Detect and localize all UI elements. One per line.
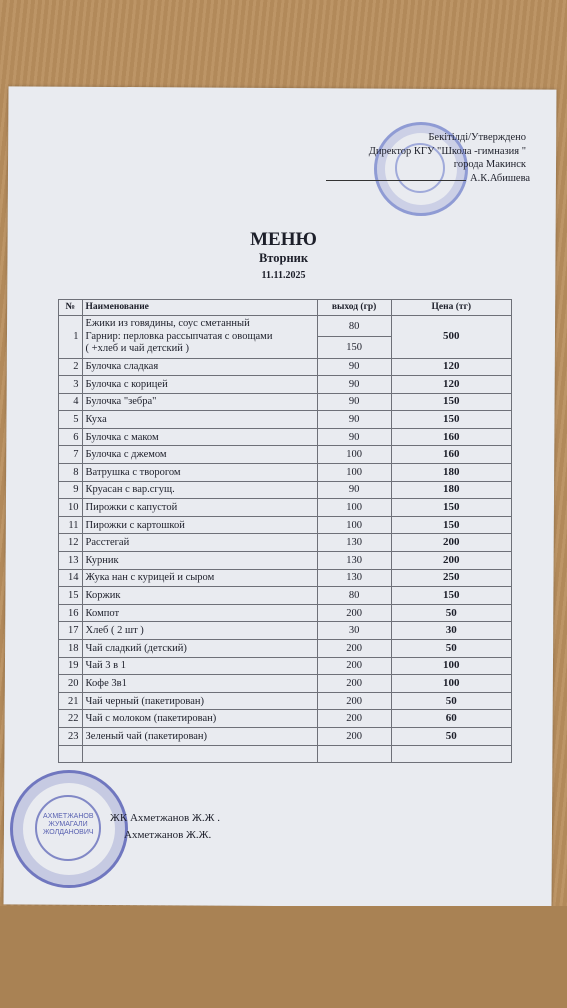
table-row (59, 411, 512, 429)
col-number: № (59, 300, 83, 316)
row-output: 90 (317, 428, 391, 446)
col-name: Наименование (82, 300, 317, 316)
col-price: Цена (тг) (391, 300, 511, 316)
table-row (59, 393, 512, 411)
table-row (59, 358, 512, 376)
row-output: 90 (317, 481, 391, 499)
row-output: 80 (317, 316, 391, 337)
table-row (59, 499, 512, 517)
empty-cell (317, 745, 391, 763)
row-number: 7 (59, 446, 83, 464)
row-number: 14 (59, 569, 83, 587)
row-output: 200 (317, 675, 391, 693)
row-number: 17 (59, 622, 83, 640)
row-name: Хлеб ( 2 шт ) (82, 622, 317, 640)
table-header-row (59, 300, 512, 316)
row-number: 12 (59, 534, 83, 552)
row-name-line: ( +хлеб и чай детский ) (85, 343, 189, 354)
row-output: 130 (317, 552, 391, 570)
row-price: 160 (391, 446, 511, 464)
approval-block (326, 131, 531, 185)
table-surface (0, 906, 567, 1008)
row-price: 100 (391, 657, 511, 675)
approval-line-1: Бекітілді/Утверждено (428, 132, 526, 143)
row-name: Кофе 3в1 (82, 675, 317, 693)
row-name: Ватрушка с творогом (82, 464, 317, 482)
table-row (59, 657, 512, 675)
row-output: 200 (317, 692, 391, 710)
row-name: Курник (82, 552, 317, 570)
row-output: 100 (317, 499, 391, 517)
row-price: 60 (391, 710, 511, 728)
table-row (59, 640, 512, 658)
signature-name-2: Ахметжанов Ж.Ж. (124, 829, 212, 841)
row-output: 130 (317, 534, 391, 552)
row-name: Компот (82, 604, 317, 622)
table-row (59, 622, 512, 640)
row-number: 22 (59, 710, 83, 728)
row-output: 200 (317, 657, 391, 675)
row-price: 50 (391, 604, 511, 622)
row-output: 100 (317, 516, 391, 534)
table-row (59, 569, 512, 587)
table-row-empty (59, 745, 512, 763)
row-output: 30 (317, 622, 391, 640)
row-number: 8 (59, 464, 83, 482)
approval-line-4: А.К.Абишева (470, 172, 531, 184)
row-price: 120 (391, 376, 511, 394)
row-name: Булочка с джемом (82, 446, 317, 464)
row-price: 150 (391, 587, 511, 605)
row-name: Пирожки с картошкой (82, 516, 317, 534)
row-output: 100 (317, 446, 391, 464)
row-number: 6 (59, 428, 83, 446)
signature-name-1: ЖК Ахметжанов Ж.Ж . (110, 812, 220, 824)
row-name (82, 316, 317, 359)
row-price: 180 (391, 481, 511, 499)
row-number: 19 (59, 657, 83, 675)
organization-stamp (10, 770, 128, 888)
row-name: Жука нан с курицей и сыром (82, 569, 317, 587)
row-name: Куха (82, 411, 317, 429)
row-number: 10 (59, 499, 83, 517)
row-name: Зеленый чай (пакетирован) (82, 727, 317, 745)
col-output: выход (гр) (317, 300, 391, 316)
table-row (59, 316, 512, 337)
approval-line-2: Директор КГУ "Школа -гимназия " (368, 145, 526, 157)
table-row (59, 727, 512, 745)
row-output: 150 (317, 337, 391, 358)
row-price: 160 (391, 428, 511, 446)
row-price: 30 (391, 622, 511, 640)
row-output: 90 (317, 393, 391, 411)
table-row (59, 446, 512, 464)
row-number: 13 (59, 552, 83, 570)
table-row (59, 428, 512, 446)
table-row (59, 692, 512, 710)
row-price: 150 (391, 411, 511, 429)
row-name: Круасан с вар.сгущ. (82, 481, 317, 499)
table-row (59, 710, 512, 728)
row-number: 4 (59, 393, 83, 411)
row-price: 500 (391, 316, 511, 359)
row-output: 90 (317, 376, 391, 394)
row-output: 130 (317, 569, 391, 587)
row-name: Булочка с корицей (82, 376, 317, 394)
row-number: 20 (59, 675, 83, 693)
table-row (59, 481, 512, 499)
row-name: Булочка сладкая (82, 358, 317, 376)
row-price: 150 (391, 499, 511, 517)
row-name: Пирожки с капустой (82, 499, 317, 517)
row-name: Булочка с маком (82, 428, 317, 446)
row-output: 200 (317, 640, 391, 658)
table-row (59, 604, 512, 622)
table-row (59, 534, 512, 552)
table-row (59, 376, 512, 394)
menu-table (58, 299, 512, 763)
row-name: Коржик (82, 587, 317, 605)
empty-cell (59, 745, 83, 763)
row-name-line: Ежики из говядины, соус сметанный (85, 318, 250, 329)
menu-date: 11.11.2025 (261, 270, 306, 281)
row-name: Расстегай (82, 534, 317, 552)
row-price: 50 (391, 727, 511, 745)
row-name: Чай с молоком (пакетирован) (82, 710, 317, 728)
row-output: 200 (317, 727, 391, 745)
table-row (59, 516, 512, 534)
row-output: 200 (317, 710, 391, 728)
row-name: Чай черный (пакетирован) (82, 692, 317, 710)
row-name: Булочка "зебра" (82, 393, 317, 411)
table-row (59, 552, 512, 570)
row-price: 50 (391, 692, 511, 710)
row-output: 80 (317, 587, 391, 605)
row-number: 15 (59, 587, 83, 605)
row-number: 5 (59, 411, 83, 429)
stamp-text: АХМЕТЖАНОВ ЖУМАГАЛИ ЖОЛДАНОВИЧ (43, 813, 94, 836)
row-number: 23 (59, 727, 83, 745)
row-name: Чай сладкий (детский) (82, 640, 317, 658)
row-number: 16 (59, 604, 83, 622)
empty-cell (391, 745, 511, 763)
menu-day: Вторник (258, 251, 309, 265)
row-output: 90 (317, 358, 391, 376)
row-number: 2 (59, 358, 83, 376)
menu-title: МЕНЮ (250, 229, 317, 250)
row-price: 50 (391, 640, 511, 658)
row-number: 11 (59, 516, 83, 534)
row-number: 3 (59, 376, 83, 394)
row-price: 250 (391, 569, 511, 587)
row-output: 90 (317, 411, 391, 429)
row-price: 200 (391, 534, 511, 552)
table-row (59, 464, 512, 482)
row-name-line: Гарнир: перловка рассыпчатая с овощами (85, 330, 273, 342)
row-name: Чай 3 в 1 (82, 657, 317, 675)
table-row (59, 587, 512, 605)
row-number: 18 (59, 640, 83, 658)
row-price: 150 (391, 516, 511, 534)
row-price: 100 (391, 675, 511, 693)
row-number: 9 (59, 481, 83, 499)
row-price: 180 (391, 464, 511, 482)
row-number: 21 (59, 692, 83, 710)
row-price: 120 (391, 358, 511, 376)
row-price: 200 (391, 552, 511, 570)
signature-line (326, 180, 466, 181)
table-row (59, 675, 512, 693)
row-output: 200 (317, 604, 391, 622)
row-output: 100 (317, 464, 391, 482)
row-price: 150 (391, 393, 511, 411)
approval-line-3: города Макинск (453, 159, 526, 170)
empty-cell (82, 745, 317, 763)
row-number: 1 (59, 316, 83, 359)
